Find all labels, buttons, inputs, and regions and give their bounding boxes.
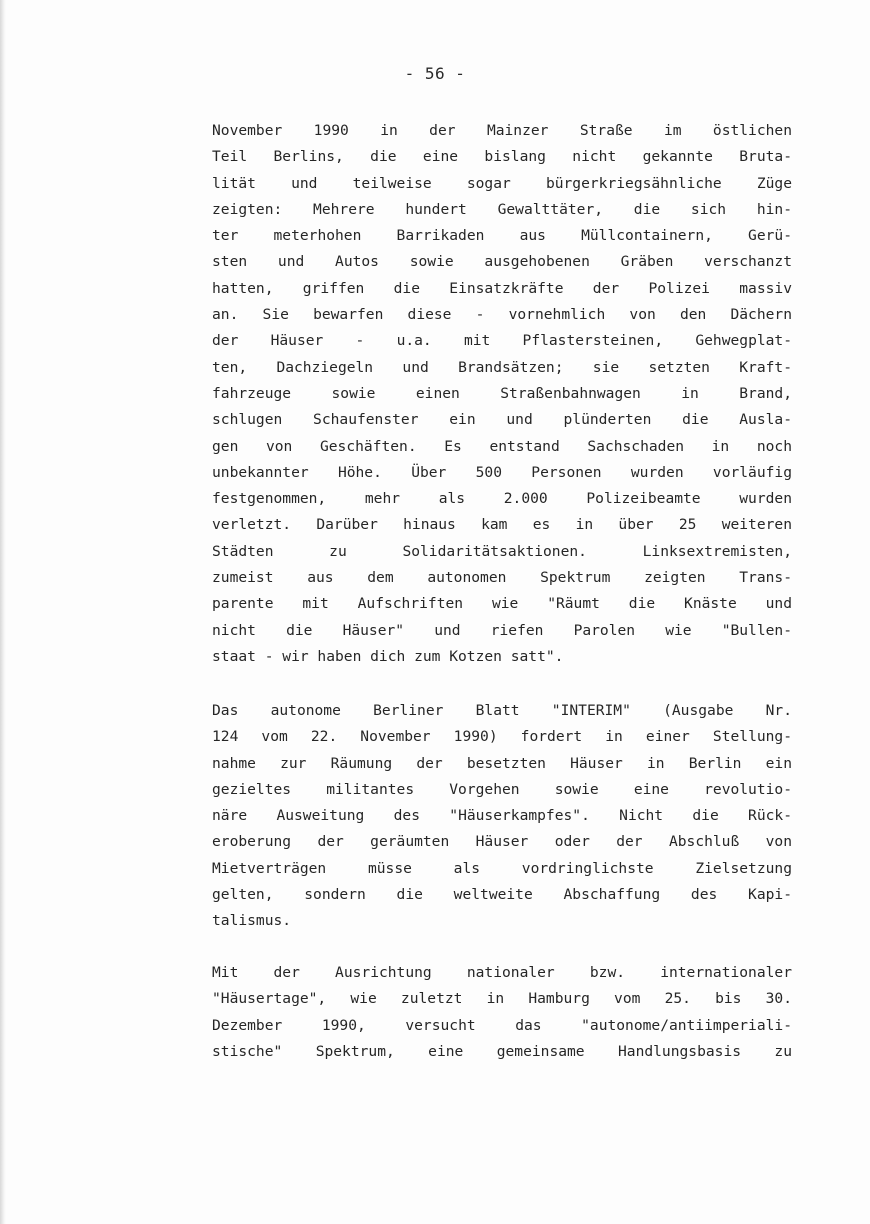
text-line: der Häuser - u.a. mit Pflastersteinen, Gehwegplat- bbox=[212, 332, 792, 350]
text-line: nahme zur Räumung der besetzten Häuser in Berlin ein bbox=[212, 754, 792, 772]
text-line: ten, Dachziegeln und Brandsätzen; sie setzten Kraft- bbox=[212, 358, 792, 376]
text-line: verletzt. Darüber hinaus kam es in über 25 weiteren bbox=[212, 516, 792, 534]
text-line: staat - wir haben dich zum Kotzen satt". bbox=[212, 647, 564, 665]
text-line: festgenommen, mehr als 2.000 Polizeibeamte wurden bbox=[212, 490, 792, 508]
page-number: - 56 - bbox=[404, 64, 466, 83]
text-line: hatten, griffen die Einsatzkräfte der Polizei massiv bbox=[212, 279, 792, 297]
text-line: sten und Autos sowie ausgehobenen Gräben verschanzt bbox=[212, 253, 792, 271]
paragraph-1 bbox=[212, 118, 792, 670]
text-line: zumeist aus dem autonomen Spektrum zeigten Trans- bbox=[212, 569, 792, 587]
text-line: parente mit Aufschriften wie "Räumt die Knäste und bbox=[212, 595, 792, 613]
text-line: gezieltes militantes Vorgehen sowie eine revolutio- bbox=[212, 780, 792, 798]
text-line: nicht die Häuser" und riefen Parolen wie "Bullen- bbox=[212, 621, 792, 639]
text-line: zeigten: Mehrere hundert Gewalttäter, die sich hin- bbox=[212, 200, 792, 218]
text-line: ter meterhohen Barrikaden aus Müllcontainern, Gerü- bbox=[212, 227, 792, 245]
text-line: an. Sie bewarfen diese - vornehmlich von den Dächern bbox=[212, 306, 792, 324]
text-line: schlugen Schaufenster ein und plünderten die Ausla- bbox=[212, 411, 792, 429]
text-line: Das autonome Berliner Blatt "INTERIM" (Ausgabe Nr. bbox=[212, 702, 792, 719]
text-line: Mit der Ausrichtung nationaler bzw. internationaler bbox=[212, 964, 792, 981]
text-line: "Häusertage", wie zuletzt in Hamburg vom 25. bis 30. bbox=[212, 990, 792, 1008]
text-line: Dezember 1990, versucht das "autonome/antiimperiali- bbox=[212, 1016, 792, 1034]
text-line: lität und teilweise sogar bürgerkriegsähnliche Züge bbox=[212, 174, 792, 192]
text-line: fahrzeuge sowie einen Straßenbahnwagen in Brand, bbox=[212, 384, 792, 402]
text-line: Teil Berlins, die eine bislang nicht gekannte Bruta- bbox=[212, 148, 792, 166]
text-line: November 1990 in der Mainzer Straße im östlichen bbox=[212, 122, 792, 139]
text-line: Mietverträgen müsse als vordringlichste Zielsetzung bbox=[212, 859, 792, 877]
text-line: 124 vom 22. November 1990) fordert in einer Stellung- bbox=[212, 728, 792, 746]
text-line: eroberung der geräumten Häuser oder der Abschluß von bbox=[212, 833, 792, 851]
text-line: unbekannter Höhe. Über 500 Personen wurden vorläufig bbox=[212, 463, 792, 481]
text-line: stische" Spektrum, eine gemeinsame Handlungsbasis zu bbox=[212, 1042, 792, 1060]
paragraph-3 bbox=[212, 960, 792, 1065]
paragraph-2 bbox=[212, 698, 792, 935]
page-edge-shadow bbox=[0, 0, 6, 1224]
text-line: näre Ausweitung des "Häuserkampfes". Nicht die Rück- bbox=[212, 807, 792, 825]
text-line: gelten, sondern die weltweite Abschaffung des Kapi- bbox=[212, 886, 792, 904]
text-line: talismus. bbox=[212, 912, 292, 930]
text-line: gen von Geschäften. Es entstand Sachschaden in noch bbox=[212, 437, 792, 455]
text-line: Städten zu Solidaritätsaktionen. Linksextremisten, bbox=[212, 542, 792, 560]
